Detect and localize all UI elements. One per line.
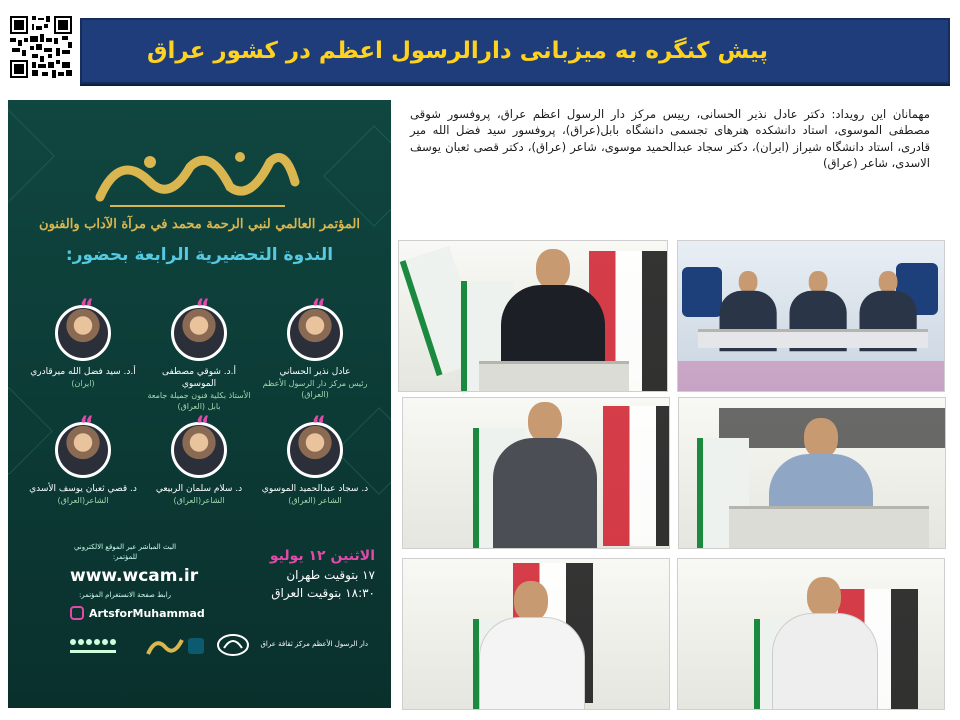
avatar: “ xyxy=(171,422,227,478)
guests-paragraph: مهمانان این رویداد: دکتر عادل نذیر الحسانی، رییس مرکز دار الرسول اعظم عراق، پروفسور شوقی مصطفی الموسوی، استاد دانشکده هنرهای تجسمی دانشگاه بابل(عراق)، پروفسور سید فضل الله میر قادری، استاد دانشگاه شیراز (ایران)، دکتر سجاد عبدالحمید موسوی، شاعر (عراق)، دکتر قصی ثعبان یوسف الاسدی، شاعر (عراق) xyxy=(410,107,930,171)
event-photo xyxy=(402,558,670,710)
speaker-role: الشاعر(العراق) xyxy=(57,496,109,505)
conference-logo xyxy=(90,142,305,212)
event-time-tehran: ١٧ بتوقيت طهران xyxy=(286,568,375,582)
speaker-card xyxy=(260,413,370,506)
avatar: “ xyxy=(55,305,111,361)
poster-heading: الندوة التحضيرية الرابعة بحضور: xyxy=(65,245,334,265)
speaker-role: الشاعر(العراق) xyxy=(173,496,225,505)
organizer-name: دار الرسول الأعظم مركز ثقافة عراق xyxy=(260,640,368,648)
footer-logos xyxy=(68,634,208,658)
speaker-card xyxy=(28,296,138,389)
live-stream-note: البث المباشر عبر الموقع الالكتروني للمؤتمر: xyxy=(73,543,177,561)
avatar: “ xyxy=(55,422,111,478)
event-photo xyxy=(678,397,946,549)
instagram-note: رابط صفحة الانستغرام المؤتمر: xyxy=(78,591,172,599)
avatar: “ xyxy=(287,422,343,478)
website-link[interactable]: www.wcam.ir xyxy=(70,566,199,586)
speaker-card xyxy=(28,413,138,506)
speaker-card xyxy=(260,296,370,400)
speaker-name: د. سجاد عبدالحميد الموسوي xyxy=(261,484,369,494)
event-poster xyxy=(8,100,391,708)
event-time-iraq: ١٨:٣٠ بتوقيت العراق xyxy=(271,586,375,600)
speaker-role: الأستاذ بكلية فنون جميلة جامعة بابل (العراق) xyxy=(147,391,251,411)
speaker-name: د. سلام سلمان الربيعي xyxy=(155,484,243,494)
title-banner xyxy=(80,18,950,84)
speaker-role: الشاعر (العراق) xyxy=(288,496,342,505)
organizer-logo xyxy=(208,632,368,658)
speaker-name: د. قصي ثعبان يوسف الأسدي xyxy=(29,484,137,494)
instagram-link[interactable] xyxy=(70,606,230,620)
qr-code xyxy=(8,14,74,80)
event-photo xyxy=(398,240,668,392)
speaker-role: رئيس مركز دار الرسول الأعظم (العراق) xyxy=(262,379,368,399)
online-links xyxy=(70,542,230,620)
instagram-handle: ArtsforMuhammad xyxy=(89,606,205,620)
speaker-name: عادل نذير الحساني xyxy=(279,367,351,377)
speaker-name: أ.د. شوقي مصطفى الموسوي xyxy=(161,367,236,389)
event-photo xyxy=(677,240,945,392)
speaker-card xyxy=(144,296,254,412)
avatar: “ xyxy=(287,305,343,361)
speaker-card xyxy=(144,413,254,506)
speaker-name: أ.د. سيد فضل الله ميرقادري xyxy=(30,367,136,377)
event-photo xyxy=(402,397,670,549)
organizer-emblem-icon xyxy=(216,632,250,658)
event-day: الاثنين ١٢ يوليو xyxy=(269,548,375,564)
poster-subtitle: المؤتمر العالمي لنبي الرحمة محمد في مرآة الآداب والفنون xyxy=(39,217,360,232)
speaker-role: (ايران) xyxy=(71,379,95,388)
avatar: “ xyxy=(171,305,227,361)
instagram-icon xyxy=(70,606,84,620)
page-title: پیش کنگره به میزبانی دارالرسول اعظم در کشور عراق xyxy=(146,38,768,64)
event-photo xyxy=(677,558,945,710)
